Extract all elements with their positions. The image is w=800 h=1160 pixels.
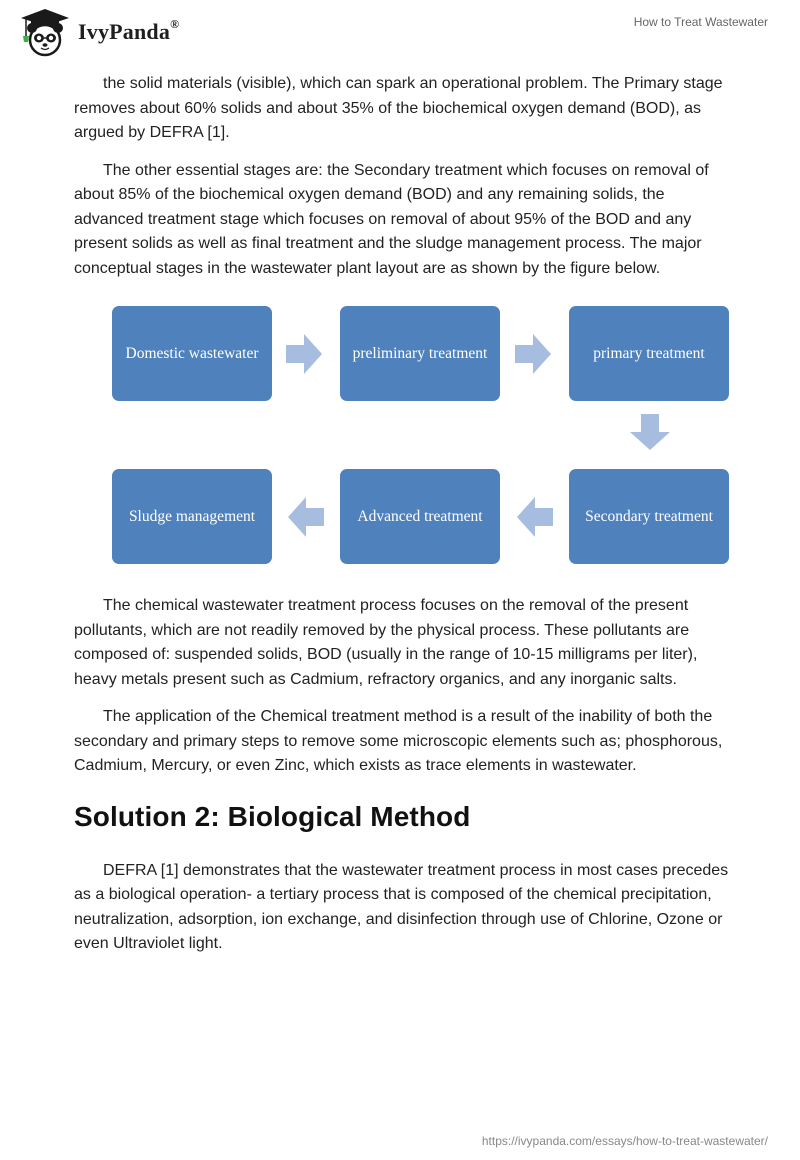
source-url[interactable]: https://ivypanda.com/essays/how-to-treat-wastewater/ (481, 1134, 768, 1148)
section-heading: Solution 2: Biological Method (74, 800, 471, 832)
document-title: How to Treat Wastewater (633, 15, 768, 29)
stage-primary-treatment: primary treatment (569, 306, 729, 401)
arrow-left-icon (517, 497, 553, 537)
stage-preliminary-treatment: preliminary treatment (340, 306, 500, 401)
arrow-left-icon (288, 497, 324, 537)
ivypanda-logo[interactable] (14, 6, 179, 58)
paragraph: The application of the Chemical treatment method is a result of the inability of both the secondary and primary steps to remove some microscopic elements such as; phosphorous, Cadmium, Mercury, or even Zinc, which exists as trace elements in wastewater. (74, 708, 723, 774)
stage-sludge-management: Sludge management (112, 469, 272, 564)
stage-domestic-wastewater: Domestic wastewater (112, 306, 272, 401)
stage-advanced-treatment: Advanced treatment (340, 469, 500, 564)
treatment-stages-diagram (74, 306, 730, 568)
page-header (0, 0, 800, 66)
paragraph: the solid materials (visible), which can spark an operational problem. The Primary stage removes about 60% solids and about 35% of the biochemical oxygen demand (BOD), as argued by DEFRA [1]. (74, 75, 723, 141)
arrow-right-icon (515, 334, 551, 374)
arrow-down-icon (630, 414, 670, 450)
paragraph: DEFRA [1] demonstrates that the wastewater treatment process in most cases precedes as a biological operation- a tertiary process that is composed of the chemical precipitation, neutralization, adsorption, ion exchange, and disinfection through use of Chlorine, Ozone or even Ultraviolet light. (74, 861, 729, 952)
panda-graduate-icon (14, 6, 76, 58)
arrow-right-icon (286, 334, 322, 374)
brand-name: IvyPanda® (78, 17, 180, 44)
article-body (74, 72, 730, 970)
paragraph: The chemical wastewater treatment process focuses on the removal of the present pollutants, which are not readily removed by the physical process. These pollutants are composed of: suspended solids, BOD (usually in the range of 10-15 milligrams per liter), heavy metals present such as Cadmium, refractory organics, and any inorganic salts. (74, 597, 698, 688)
stage-secondary-treatment: Secondary treatment (569, 469, 729, 564)
paragraph: The other essential stages are: the Secondary treatment which focuses on removal of about 85% of the biochemical oxygen demand (BOD) and any remaining solids, the advanced treatment stage which focuses on removal of about 95% of the BOD and any present solids as well as final treatment and the sludge management process. The major conceptual stages in the wastewater plant layout are as shown by the figure below. (74, 161, 709, 277)
